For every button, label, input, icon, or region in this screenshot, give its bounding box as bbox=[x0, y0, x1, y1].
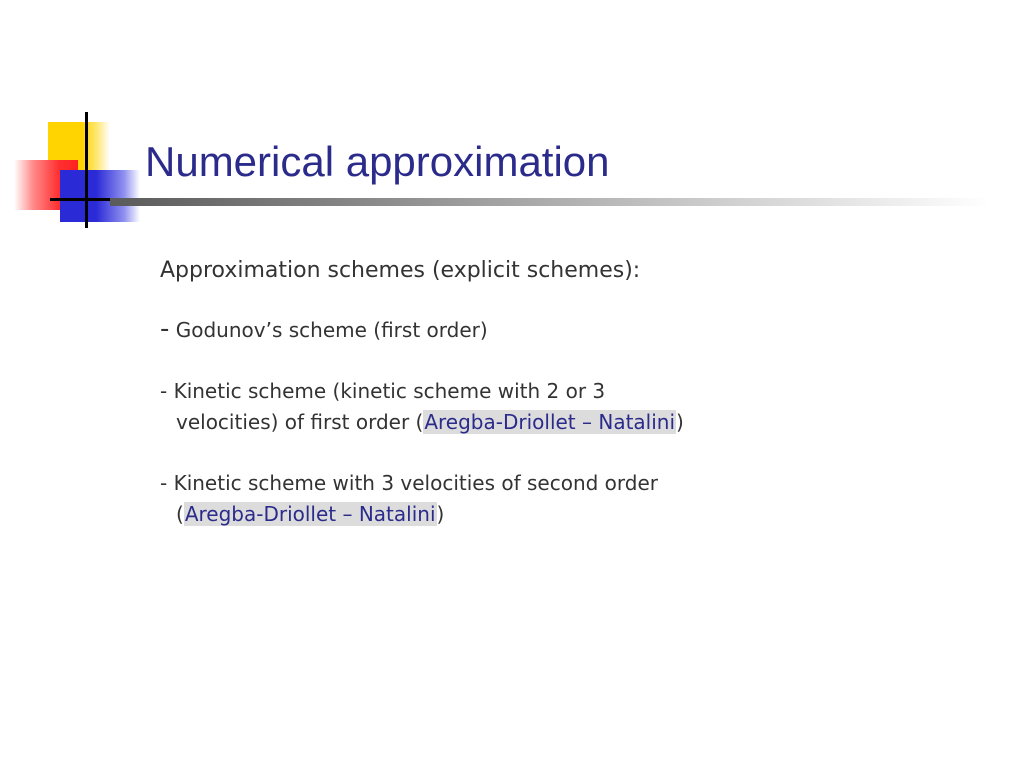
intro-text: Approximation schemes (explicit schemes): bbox=[160, 258, 641, 283]
ornament-blue-block bbox=[60, 170, 140, 222]
list-item-text-line2 bbox=[160, 407, 684, 438]
list-dash: - bbox=[160, 379, 168, 403]
slide-body bbox=[160, 254, 980, 530]
ornament-horizontal-line bbox=[50, 198, 110, 201]
list-dash: - bbox=[160, 314, 170, 344]
citation-link[interactable]: Aregba-Driollet – Natalini bbox=[424, 410, 676, 434]
citation-link[interactable]: Aregba-Driollet – Natalini bbox=[184, 502, 436, 526]
list-item-text-line2 bbox=[160, 499, 444, 530]
ornament-vertical-line bbox=[85, 112, 88, 228]
list-item-kinetic-second-order bbox=[160, 468, 980, 530]
line2-suffix: ) bbox=[436, 502, 445, 526]
line2-suffix: ) bbox=[676, 410, 684, 434]
line2-prefix: velocities) of first order ( bbox=[176, 410, 424, 434]
list-item-godunov bbox=[160, 314, 980, 346]
slide-title: Numerical approximation bbox=[145, 138, 610, 185]
list-item-text: Godunov’s scheme (first order) bbox=[175, 318, 488, 342]
list-item-kinetic-first-order bbox=[160, 376, 980, 438]
list-item-text-line1: Kinetic scheme (kinetic scheme with 2 or 3 bbox=[173, 379, 606, 403]
line2-prefix: ( bbox=[176, 502, 184, 526]
list-item-text-line1: Kinetic scheme with 3 velocities of second order bbox=[173, 471, 659, 495]
title-underline-rule bbox=[110, 198, 990, 206]
list-dash: - bbox=[160, 471, 168, 495]
